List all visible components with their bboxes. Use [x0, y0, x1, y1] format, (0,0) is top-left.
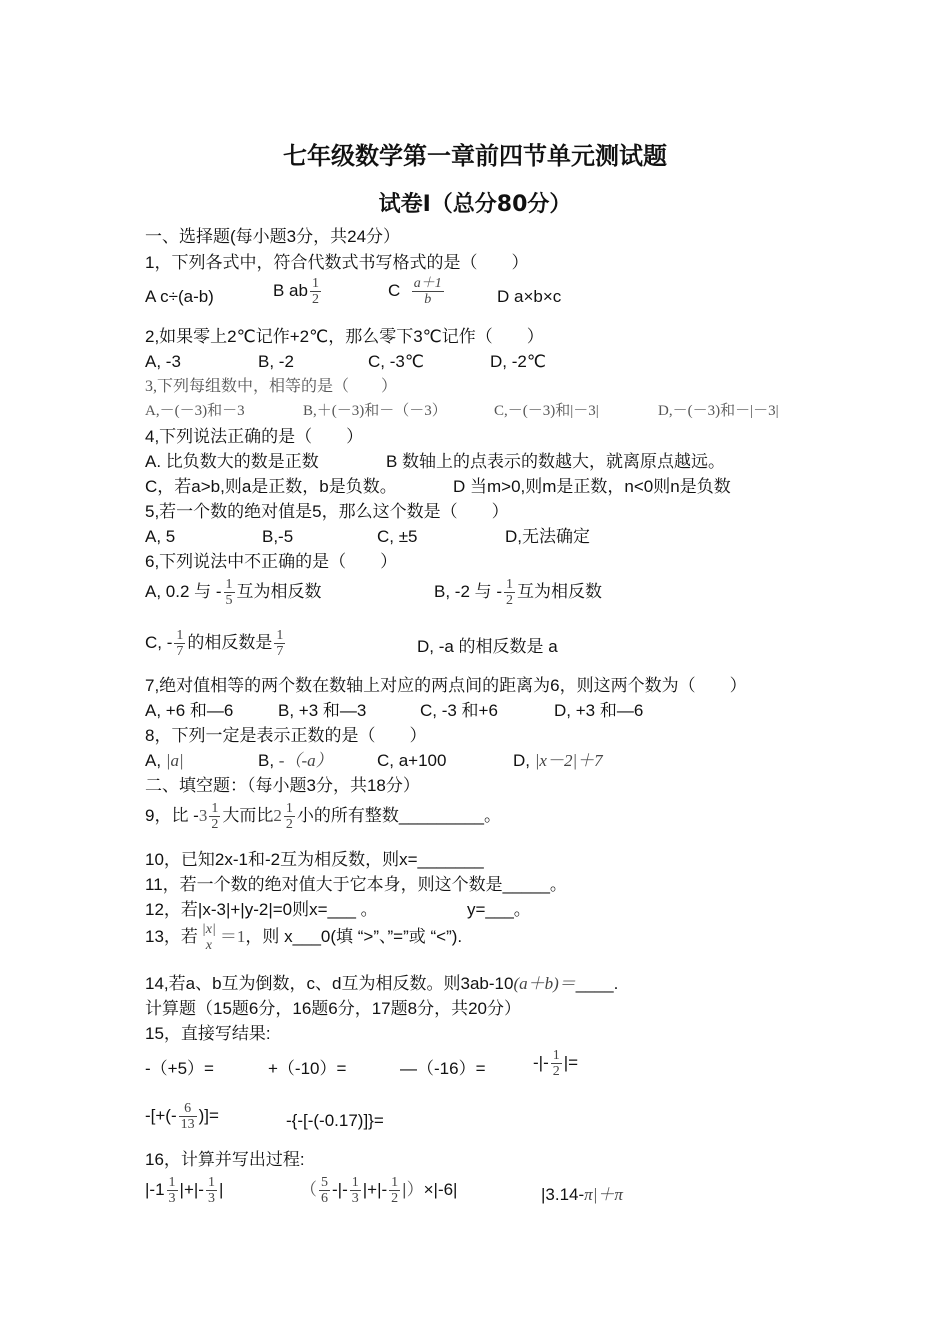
text: -|- — [533, 1052, 549, 1072]
question-4-option-a: A. 比负数大的数是正数 — [145, 452, 319, 471]
fraction — [224, 577, 235, 608]
option-text: C, - — [145, 632, 173, 652]
numerator: 1 — [351, 1175, 359, 1190]
fraction — [179, 1101, 197, 1132]
question-6-option-a — [145, 577, 322, 608]
text: | — [218, 1179, 224, 1199]
denominator: 3 — [168, 1191, 176, 1206]
question-7-stem: 7,绝对值相等的两个数在数轴上对应的两点间的距离为6，则这两个数为（ ） — [145, 676, 747, 695]
question-2-option-d: D, -2℃ — [490, 352, 546, 371]
numerator: 1 — [225, 577, 233, 592]
question-9 — [145, 801, 501, 832]
question-8-option-a — [145, 750, 184, 772]
question-2-stem: 2,如果零上2℃记作+2℃，那么零下3℃记作（ ） — [145, 327, 544, 346]
text: 小的所有整数 — [296, 805, 399, 825]
numerator: 5 — [321, 1175, 328, 1190]
numerator: a＋1 — [413, 276, 442, 291]
fraction — [551, 1048, 562, 1079]
question-8-option-b — [258, 750, 333, 772]
question-13 — [145, 922, 462, 953]
question-16-stem: 16，计算并写出过程: — [145, 1150, 305, 1169]
question-15-expr-6: -{-[-(-0.17)]}= — [286, 1111, 384, 1130]
text: 。 — [483, 805, 501, 825]
text: ，则 x___0(填 “>”、”=”或 “<”). — [245, 926, 463, 946]
denominator: 2 — [391, 1191, 399, 1206]
question-14 — [145, 973, 618, 995]
pi-symbol: π — [584, 1185, 593, 1204]
numerator: 1 — [552, 1048, 560, 1063]
math-expression: |a| — [165, 751, 184, 770]
option-label: A, — [145, 751, 162, 770]
fraction — [206, 1175, 217, 1206]
text: ____. — [575, 974, 619, 993]
question-3-option-a: A,－(－3)和－3 — [145, 403, 245, 419]
option-text: A, 0.2 与 - — [145, 581, 222, 601]
option-label: B, — [258, 751, 275, 770]
question-7-option-c: C, -3 和+6 — [420, 701, 498, 720]
fraction — [319, 1175, 330, 1206]
question-5-option-c: C, ±5 — [377, 527, 418, 546]
question-3-option-c: C,－(－3)和|－3| — [494, 403, 599, 419]
whole-number: 2 — [273, 805, 282, 825]
option-text: 互为相反数 — [236, 581, 322, 601]
question-15-expr-3: —（-16）= — [400, 1059, 486, 1078]
text: |） — [402, 1179, 424, 1199]
fraction — [350, 1175, 361, 1206]
text: -[+(- — [145, 1105, 177, 1125]
text: -|- — [332, 1179, 348, 1199]
question-4-option-c: C，若a>b,则a是正数，b是负数。 — [145, 477, 397, 496]
text: |+|- — [179, 1179, 204, 1199]
question-6-option-d: D, -a 的相反数是 a — [417, 637, 558, 656]
denominator: 2 — [506, 593, 514, 608]
denominator: b — [412, 291, 444, 307]
page-title: 七年级数学第一章前四节单元测试题 — [283, 142, 667, 170]
math-expression: (a＋b)＝ — [513, 974, 576, 993]
denominator: x — [205, 938, 212, 953]
denominator: 7 — [176, 644, 184, 659]
question-15-expr-5 — [145, 1101, 219, 1132]
option-text: B, -2 与 - — [434, 581, 503, 601]
section-fill-heading: 二、填空题：（每小题3分，共18分） — [145, 776, 420, 795]
numerator: 1 — [168, 1175, 176, 1190]
denominator: 2 — [285, 817, 293, 832]
section-choice-heading: 一、选择题(每小题3分，共24分） — [145, 227, 401, 246]
option-text: 的相反数是 — [187, 632, 273, 652]
fraction — [167, 1175, 178, 1206]
denominator: 5 — [225, 593, 233, 608]
fraction — [284, 801, 295, 832]
numerator: 1 — [285, 801, 293, 816]
fraction — [389, 1175, 400, 1206]
answer-blank: _________ — [398, 805, 484, 825]
denominator: 2 — [552, 1064, 560, 1079]
denominator: 13 — [180, 1117, 195, 1132]
question-2-option-b: B, -2 — [258, 352, 294, 371]
fraction — [310, 276, 321, 307]
fraction — [274, 628, 285, 659]
fraction — [200, 922, 218, 953]
question-10: 10，已知2x-1和-2互为相反数，则x=_______ — [145, 850, 484, 869]
text: 13，若 — [145, 926, 198, 946]
numerator: 1 — [211, 801, 219, 816]
question-6-option-c — [145, 628, 287, 659]
denominator: 2 — [211, 817, 219, 832]
question-15-expr-1: -（+5）= — [145, 1059, 214, 1078]
question-7-option-a: A, +6 和—6 — [145, 701, 234, 720]
question-16-expr-2 — [300, 1175, 457, 1206]
question-5-option-d: D,无法确定 — [505, 527, 590, 546]
question-3-option-b: B,＋(－3)和－（－3） — [303, 403, 447, 419]
question-7-option-d: D, +3 和—6 — [554, 701, 644, 720]
question-5-option-a: A, 5 — [145, 527, 176, 546]
question-1-option-b — [273, 276, 323, 307]
question-3-option-d: D,－(－3)和－|－3| — [658, 403, 779, 419]
question-6-option-b — [434, 577, 602, 608]
text: )]= — [198, 1105, 219, 1125]
denominator: 6 — [321, 1191, 328, 1206]
option-text: 互为相反数 — [517, 581, 603, 601]
question-5-option-b: B,-5 — [262, 527, 294, 546]
text: 14,若a、b互为倒数，c、d互为相反数。则3ab-10 — [145, 974, 514, 993]
question-1-option-d: D a×b×c — [497, 287, 562, 306]
section-calc-heading: 计算题（15题6分，16题6分，17题8分，共20分） — [145, 999, 521, 1018]
option-b-text: B ab — [273, 280, 308, 300]
denominator: 3 — [351, 1191, 359, 1206]
question-4-option-d: D 当m>0,则m是正数，n<0则n是负数 — [453, 477, 731, 496]
numerator: 1 — [506, 577, 514, 592]
question-16-expr-3 — [541, 1184, 623, 1206]
question-1-stem: 1，下列各式中，符合代数式书写格式的是（ ） — [145, 253, 529, 272]
math-expression: -（-a） — [278, 751, 333, 770]
numerator: 1 — [391, 1175, 399, 1190]
question-6-stem: 6,下列说法中不正确的是（ ） — [145, 552, 398, 571]
denominator: 7 — [276, 644, 284, 659]
option-c-text: C — [388, 280, 401, 300]
fraction — [174, 628, 185, 659]
question-1-option-a: A c÷(a-b) — [145, 287, 214, 306]
question-15-expr-2: +（-10）= — [268, 1059, 347, 1078]
question-4-stem: 4,下列说法正确的是（ ） — [145, 427, 364, 446]
math-expression: |x－2|＋7 — [534, 751, 603, 770]
question-3-stem: 3,下列每组数中，相等的是（ ） — [145, 378, 398, 395]
denominator: 3 — [207, 1191, 215, 1206]
question-12-x: 12，若|x-3|+|y-2|=0则x=___ 。 — [145, 900, 378, 919]
fraction — [412, 276, 444, 307]
denominator: 2 — [311, 292, 319, 307]
numerator: 1 — [276, 628, 284, 643]
question-8-option-c: C, a+100 — [377, 751, 447, 770]
question-8-stem: 8，下列一定是表示正数的是（ ） — [145, 726, 427, 745]
fraction — [209, 801, 220, 832]
question-7-option-b: B, +3 和—3 — [278, 701, 367, 720]
question-2-option-c: C, -3℃ — [368, 352, 424, 371]
question-2-option-a: A, -3 — [145, 352, 181, 371]
question-1-option-c — [388, 276, 446, 307]
option-label: D, — [513, 751, 530, 770]
text: 9，比 - — [145, 805, 199, 825]
text: ×|-6| — [423, 1179, 458, 1199]
question-5-stem: 5,若一个数的绝对值是5，那么这个数是（ ） — [145, 502, 509, 521]
numerator: 1 — [176, 628, 184, 643]
text: |3.14- — [541, 1185, 585, 1204]
numerator: 1 — [207, 1175, 215, 1190]
question-8-option-d — [513, 750, 603, 772]
text: |+|- — [362, 1179, 388, 1199]
question-15-expr-4 — [533, 1048, 578, 1079]
text: 大而比 — [222, 805, 274, 825]
numerator: 1 — [311, 276, 319, 291]
numerator: |x| — [201, 922, 216, 937]
question-4-option-b: B 数轴上的点表示的数越大，就离原点越远。 — [386, 452, 726, 471]
text: |= — [563, 1052, 579, 1072]
question-15-stem: 15，直接写结果: — [145, 1024, 271, 1043]
fraction — [504, 577, 515, 608]
math-expression: ＝1 — [219, 926, 246, 946]
page-subtitle: 试卷I（总分80分） — [378, 192, 572, 217]
question-11: 11，若一个数的绝对值大于它本身，则这个数是_____。 — [145, 875, 567, 894]
whole-number: 3 — [198, 805, 208, 825]
question-12-y: y=___。 — [467, 900, 531, 919]
numerator: 6 — [184, 1101, 192, 1116]
math-expression: |＋π — [592, 1185, 623, 1204]
text: |-1 — [145, 1179, 165, 1199]
question-16-expr-1 — [145, 1175, 223, 1206]
text: （ — [300, 1179, 317, 1199]
